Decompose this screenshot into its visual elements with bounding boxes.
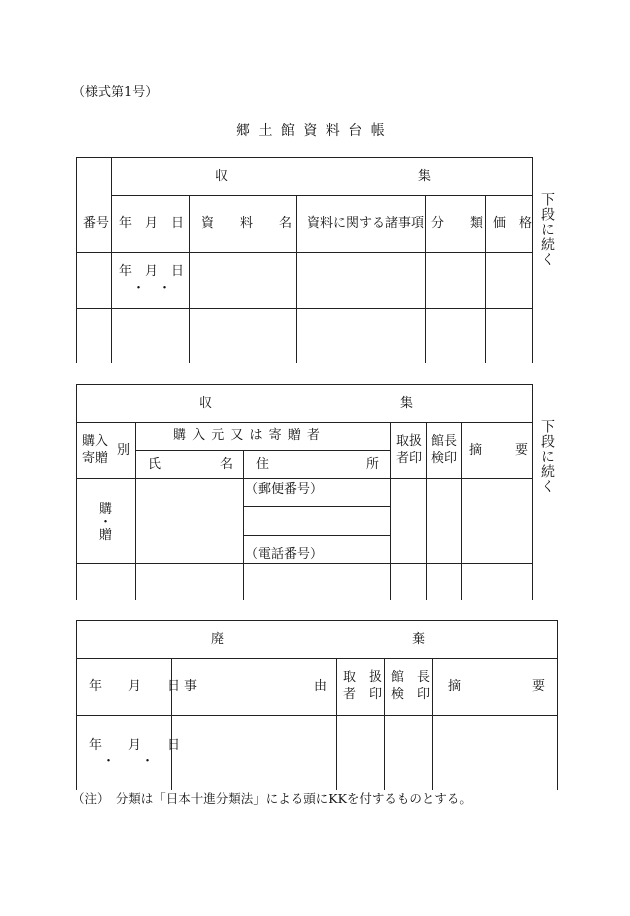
col-material-name: 資 料 名 (201, 216, 293, 231)
row-date-label: 年 月 日 (119, 264, 185, 279)
col-type-buy: 購入 (82, 434, 109, 449)
side-note-1: 下段に続く (539, 192, 555, 267)
disposal-header-right: 棄 (412, 632, 426, 647)
disposal-header-left: 廃 (211, 632, 225, 647)
col-disposal-director-a: 館 長 (391, 670, 431, 685)
col-disposal-director-b: 検 印 (391, 687, 431, 702)
col-number: 番号 (83, 216, 110, 231)
side-note-2: 下段に続く (539, 419, 555, 494)
col-name-b: 名 (220, 457, 234, 472)
col-disposal-handler-b: 者 印 (343, 687, 383, 702)
col-director-b: 検印 (431, 451, 458, 466)
form-label: （様式第1号） (72, 85, 159, 100)
col-disposal-summary-a: 摘 (448, 679, 462, 694)
col-address-b: 所 (366, 457, 380, 472)
type-buy: 購 (99, 502, 113, 517)
disposal-row-dots: ・ ・ (102, 754, 155, 769)
page-title: 郷 土 館 資 料 台 帳 (236, 123, 387, 139)
collection-header-left: 収 (215, 169, 229, 184)
col-source: 購 入 元 又 は 寄 贈 者 (173, 428, 321, 443)
col-disposal-handler-a: 取 扱 (343, 670, 383, 685)
col-handler-a: 取扱 (396, 434, 423, 449)
type-dot: ・ (99, 515, 113, 530)
col-reason-b: 由 (314, 679, 328, 694)
col-disposal-summary-b: 要 (532, 679, 546, 694)
col-reason-a: 事 (184, 679, 198, 694)
col-classification: 分 類 (431, 216, 484, 231)
disposal-row-date: 年 月 日 (89, 738, 181, 753)
col-price: 価 格 (493, 216, 533, 231)
col-address-a: 住 (256, 457, 270, 472)
col-handler-b: 者印 (396, 451, 423, 466)
row-date-dots: ・ ・ (132, 281, 172, 296)
col-date: 年 月 日 (119, 216, 185, 231)
type-donate: 贈 (99, 528, 113, 543)
acquisition-header-left: 収 (199, 396, 213, 411)
col-name-a: 氏 (148, 457, 162, 472)
col-summary-a: 摘 (469, 443, 483, 458)
postal-code-label: （郵便番号） (245, 482, 324, 497)
footnote: （注） 分類は「日本十進分類法」による頭にKKを付するものとする。 (72, 791, 472, 806)
col-type-label: 別 (117, 443, 131, 458)
acquisition-header-right: 集 (400, 396, 414, 411)
col-matters: 資料に関する諸事項 (307, 216, 425, 231)
col-disposal-date: 年 月 日 (89, 679, 181, 694)
col-type-donate: 寄贈 (82, 451, 109, 466)
phone-number-label: （電話番号） (245, 547, 324, 562)
collection-header-right: 集 (418, 169, 432, 184)
col-director-a: 館長 (431, 434, 458, 449)
col-summary-b: 要 (515, 443, 529, 458)
